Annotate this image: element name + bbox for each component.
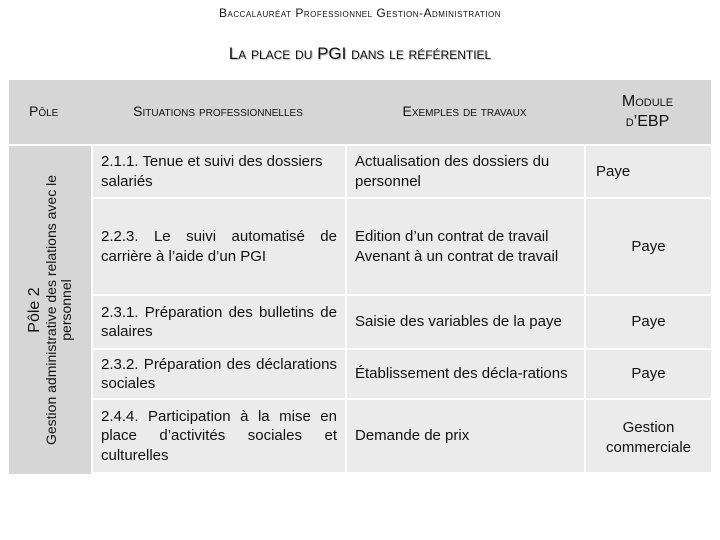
program-title: Baccalauréat Professionnel Gestion-Administration: [218, 6, 502, 20]
module-text: Paye: [631, 313, 666, 331]
pole-title: Pôle 2: [25, 287, 43, 333]
exemple-cell: [345, 199, 584, 296]
module-text: Paye: [631, 237, 666, 255]
exemple-cell: [345, 400, 584, 474]
module-text: Gestion commerciale: [605, 419, 692, 456]
situation-cell: [91, 400, 345, 474]
column-header-exemples: Exemples de travaux: [345, 80, 584, 146]
module-cell: [584, 350, 711, 400]
situation-cell: [91, 146, 345, 199]
slide-title: La place du PGI dans le référentiel: [228, 44, 492, 63]
situation-text: 2.1.1. Tenue et suivi des dossiers salariés: [101, 153, 323, 190]
situation-cell: [91, 350, 345, 400]
module-cell: [584, 146, 711, 199]
module-text: Paye: [596, 162, 631, 180]
exemple-text: Demande de prix: [355, 427, 470, 445]
pole-cell: [9, 146, 91, 474]
column-header-module: Module d’EBP: [584, 80, 711, 146]
referentiel-table: [9, 80, 711, 470]
situation-text: 2.3.2. Préparation des déclarations sociales: [101, 355, 337, 392]
module-cell: [584, 199, 711, 296]
column-header-pole: Pôle: [9, 80, 91, 146]
exemple-text: Actualisation des dossiers du personnel: [355, 153, 550, 190]
exemple-text: Saisie des variables de la paye: [355, 313, 562, 331]
exemple-cell: [345, 296, 584, 350]
situation-text: 2.2.3. Le suivi automatisé de carrière à l’aide d’un PGI: [101, 228, 337, 265]
module-cell: [584, 296, 711, 350]
situation-text: 2.3.1. Préparation des bulletins de salaires: [101, 303, 337, 340]
exemple-cell: [345, 146, 584, 199]
module-text: Paye: [631, 365, 666, 383]
exemple-text: Edition d’un contrat de travail Avenant à un contrat de travail: [355, 228, 559, 265]
situation-text: 2.4.4. Participation à la mise en place d’activités sociales et culturelles: [101, 407, 337, 464]
column-header-situations: Situations professionnelles: [91, 80, 345, 146]
pole-subtitle: Gestion administrative des relations avec le personnel: [42, 174, 74, 446]
exemple-text: Établissement des décla-rations: [355, 365, 568, 383]
situation-cell: [91, 199, 345, 296]
module-cell: [584, 400, 711, 474]
situation-cell: [91, 296, 345, 350]
exemple-cell: [345, 350, 584, 400]
